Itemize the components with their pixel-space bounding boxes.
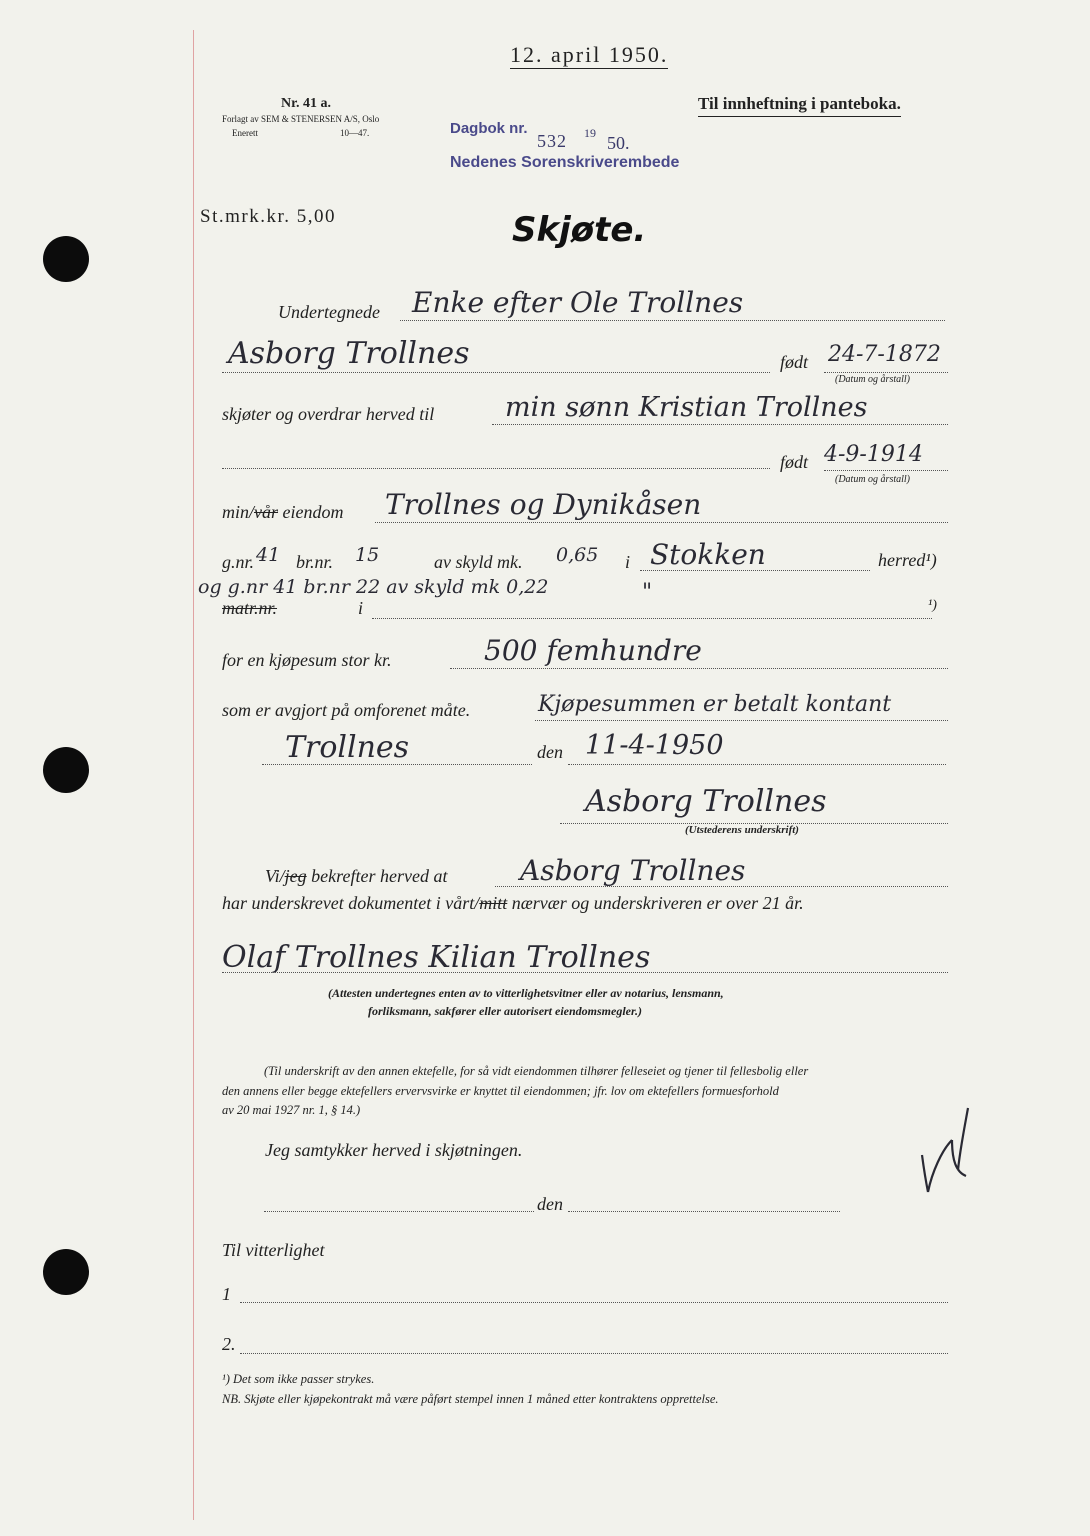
confirm-label — [265, 866, 447, 887]
date-hint: (Datum og årstall) — [835, 374, 910, 385]
dagbok-year-prefix: 19 — [584, 126, 596, 140]
attestation-note-2: forliksmann, sakfører eller autorisert eiendomsmegler.) — [368, 1004, 643, 1018]
dotted-line — [400, 320, 945, 321]
brnr-value: 15 — [355, 544, 380, 566]
confirm-we: Vi/ — [265, 866, 285, 886]
dotted-line — [450, 668, 948, 669]
dotted-line — [535, 720, 948, 721]
dotted-line — [262, 764, 532, 765]
margin-rule — [193, 30, 194, 1520]
confirm-rest: bekrefter herved at — [306, 866, 448, 886]
gnr-value: 41 — [256, 544, 281, 566]
extra-parcel: og g.nr 41 br.nr 22 av skyld mk 0,22 — [198, 576, 549, 598]
footnote-1: ¹) Det som ikke passer strykes. — [222, 1372, 375, 1386]
district-ditto: " — [642, 580, 653, 605]
seller-name: Asborg Trollnes — [228, 336, 470, 371]
matrnr-label-text: matr.nr. — [222, 598, 278, 618]
copyright-line: Enerett — [232, 128, 258, 138]
signature-hint: (Utstederens underskrift) — [685, 824, 799, 836]
confirm-name: Asborg Trollnes — [520, 854, 746, 887]
price-value: 500 femhundre — [484, 634, 702, 667]
dotted-line — [222, 372, 770, 373]
buyer-name: min sønn Kristian Trollnes — [505, 392, 868, 423]
dotted-line — [372, 618, 932, 619]
dotted-line — [222, 468, 770, 469]
footnote-2: NB. Skjøte eller kjøpekontrakt må være påført stempel innen 1 måned etter kontraktens opprettelse. — [222, 1392, 719, 1406]
matrnr-label — [222, 598, 277, 619]
i-label: i — [625, 552, 631, 572]
attestation-note-1: (Attesten undertegnes enten av to vitterlighetsvitner eller av notarius, lensmann, — [328, 986, 724, 1000]
print-code: 10—47. — [340, 128, 370, 138]
gnr-label: g.nr. — [222, 552, 255, 572]
registration-date: 12. april 1950. — [510, 42, 669, 67]
skyld-label: av skyld mk. — [434, 552, 523, 572]
born-label: født — [780, 352, 809, 372]
herred-label: herred¹) — [878, 550, 937, 570]
date-hint: (Datum og årstall) — [835, 474, 910, 485]
confirm-jeg: jeg — [284, 866, 307, 886]
issuer-signature: Asborg Trollnes — [585, 784, 827, 819]
dotted-line — [568, 764, 946, 765]
dotted-line — [240, 1353, 948, 1354]
dagbok-year: 50. — [607, 133, 630, 153]
property-label-ours: vår — [254, 502, 279, 522]
dotted-line — [824, 372, 948, 373]
property-label — [222, 502, 344, 523]
punch-hole — [43, 747, 89, 793]
price-label: for en kjøpesum stor kr. — [222, 650, 392, 670]
dotted-line — [375, 522, 948, 523]
born-label: født — [780, 452, 809, 472]
seller-line-1: Enke efter Ole Trollnes — [412, 286, 744, 319]
conveys-label: skjøter og overdrar herved til — [222, 404, 435, 424]
witness-1-label: 1 — [222, 1284, 231, 1304]
buyer-birthdate: 4-9-1914 — [824, 442, 923, 467]
payment-label: som er avgjort på omforenet måte. — [222, 700, 471, 720]
page-title: Skjøte. — [512, 210, 647, 250]
consent-date-label: den — [537, 1194, 563, 1214]
payment-method: Kjøpesummen er betalt kontant — [538, 692, 892, 717]
skyld-value: 0,65 — [556, 544, 599, 566]
presence-struck: mitt — [479, 893, 508, 913]
witness-2-label: 2. — [222, 1334, 236, 1354]
spouse-note-2: den annens eller begge ektefellers ervervsvirke er knyttet til eiendommen; jfr. lov om ektefellers formuesforhold — [222, 1084, 779, 1098]
place: Trollnes — [285, 730, 410, 765]
signed-in-presence — [222, 893, 804, 914]
dotted-line — [264, 1211, 534, 1212]
witness-signatures: Olaf Trollnes Kilian Trollnes — [222, 940, 651, 975]
undersigned-label: Undertegnede — [278, 302, 380, 322]
dagbok-label: Dagbok nr. — [450, 120, 528, 137]
punch-hole — [43, 236, 89, 282]
date-label: den — [537, 742, 563, 762]
dotted-line — [640, 570, 870, 571]
seller-birthdate: 24-7-1872 — [828, 342, 941, 367]
brnr-label: br.nr. — [296, 552, 334, 572]
property-label-mine: min/ — [222, 502, 255, 522]
office-name: Nedenes Sorenskriverembede — [450, 154, 680, 171]
presence-part2: nærvær og underskriveren er over 21 år. — [507, 893, 804, 913]
stamp-duty: St.mrk.kr. 5,00 — [200, 206, 336, 227]
date-value: 11-4-1950 — [585, 730, 724, 761]
consent-text: Jeg samtykker herved i skjøtningen. — [265, 1140, 523, 1160]
property-label-word: eiendom — [278, 502, 344, 522]
spouse-note-1: (Til underskrift av den annen ektefelle, for så vidt eiendommen tilhører felleseiet og tjener til fellesbolig eller — [264, 1064, 809, 1078]
presence-part1: har underskrevet dokumentet i vårt/ — [222, 893, 480, 913]
footnote-ref: ¹) — [928, 598, 937, 613]
dotted-line — [240, 1302, 948, 1303]
dotted-line — [222, 972, 948, 973]
punch-hole — [43, 1249, 89, 1295]
dotted-line — [824, 470, 948, 471]
spouse-note-3: av 20 mai 1927 nr. 1, § 14.) — [222, 1103, 361, 1117]
dotted-line — [492, 424, 948, 425]
district-name: Stokken — [650, 538, 766, 571]
property-name: Trollnes og Dynikåsen — [385, 488, 702, 521]
matrnr-i-label: i — [358, 598, 364, 618]
publisher-line: Forlagt av SEM & STENERSEN A/S, Oslo — [222, 114, 380, 124]
form-number: Nr. 41 a. — [281, 96, 332, 111]
initials-mark — [900, 1100, 980, 1200]
dotted-line — [568, 1211, 840, 1212]
panteboka-heading: Til innheftning i panteboka. — [698, 94, 901, 117]
dagbok-number: 532 — [537, 131, 567, 151]
witness-heading: Til vitterlighet — [222, 1240, 325, 1260]
